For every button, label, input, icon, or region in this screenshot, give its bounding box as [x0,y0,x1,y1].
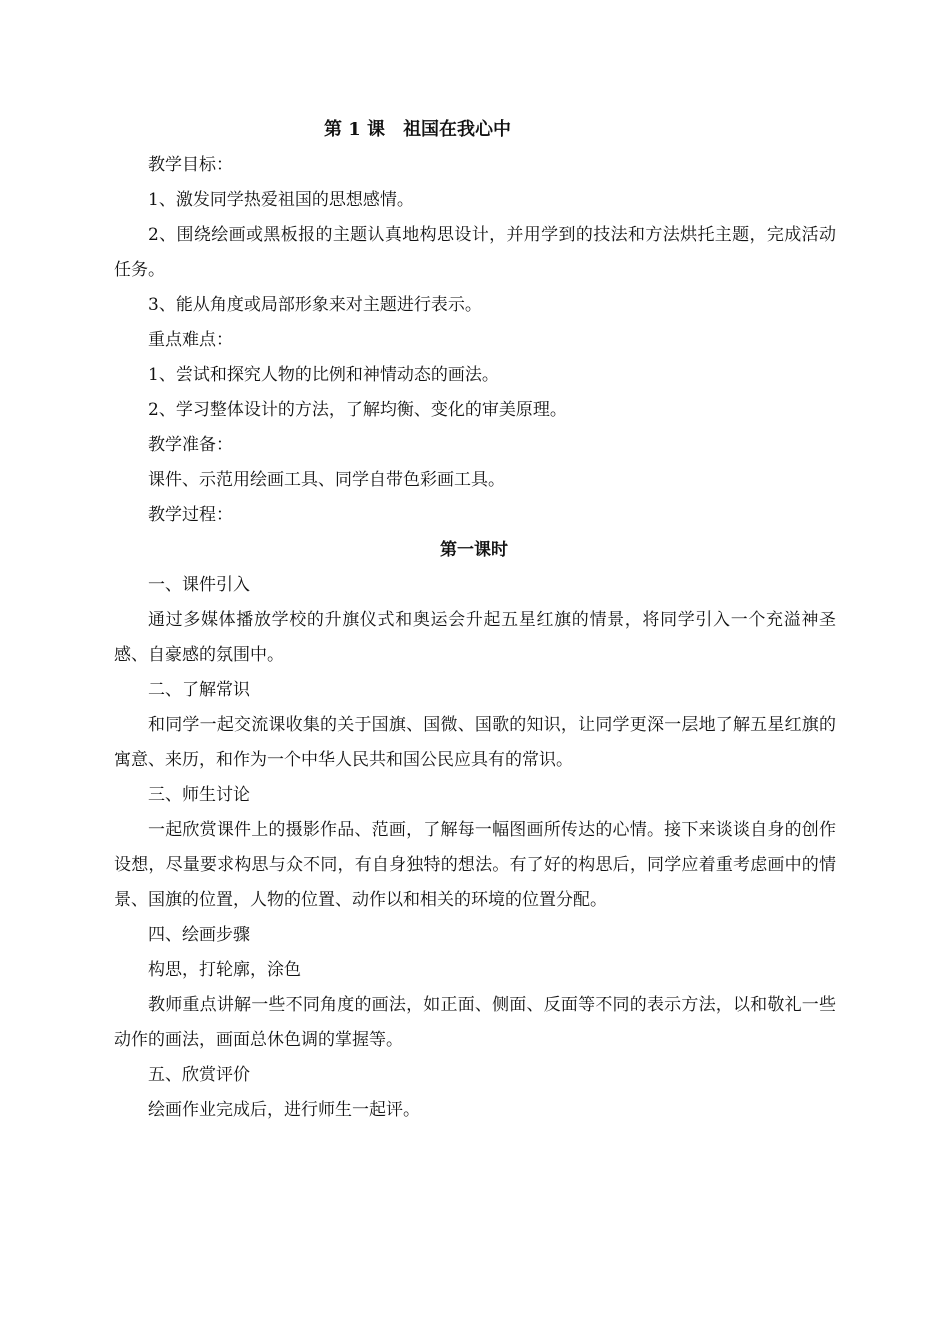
step-heading: 一、课件引入 [148,575,250,595]
key-point-item: 1、尝试和探究人物的比例和神情动态的画法。 [148,365,499,385]
preparation-text: 课件、示范用绘画工具、同学自带色彩画工具。 [148,470,505,490]
lesson-number: 第 1 课 [324,119,386,140]
section-heading-preparation: 教学准备： [148,435,233,455]
step-text: 一起欣赏课件上的摄影作品、范画，了解每一幅图画所传达的心情。接下来谈谈自身的创作设想，尽量要求构思与众不同，有自身独特的想法。有了好的构思后，同学应着重考虑画中的情景、国旗的位置，人物的位置、动作以和相关的环境的位置分配。 [114,820,836,910]
section-heading-process: 教学过程： [148,505,233,525]
lesson-title [114,112,836,148]
step-text: 绘画作业完成后，进行师生一起评。 [148,1100,420,1120]
section-heading-objectives: 教学目标： [148,155,233,175]
step-text: 构思，打轮廓，涂色 [148,960,301,980]
key-point-item: 2、学习整体设计的方法，了解均衡、变化的审美原理。 [148,400,567,420]
step-heading: 二、了解常识 [148,680,250,700]
step-text: 教师重点讲解一些不同角度的画法，如正面、侧面、反面等不同的表示方法，以和敬礼一些动作的画法，画面总休色调的掌握等。 [114,995,836,1050]
period-subtitle: 第一课时 [440,540,508,560]
objective-item: 2、围绕绘画或黑板报的主题认真地构思设计，并用学到的技法和方法烘托主题，完成活动任务。 [114,225,836,280]
section-heading-key-points: 重点难点： [148,330,233,350]
step-text: 通过多媒体播放学校的升旗仪式和奥运会升起五星红旗的情景，将同学引入一个充溢神圣感、自豪感的氛围中。 [114,610,836,665]
step-heading: 三、师生讨论 [148,785,250,805]
objective-item: 1、激发同学热爱祖国的思想感情。 [148,190,414,210]
lesson-name: 祖国在我心中 [403,119,512,140]
step-heading: 四、绘画步骤 [148,925,250,945]
step-text: 和同学一起交流课收集的关于国旗、国微、国歌的知识，让同学更深一层地了解五星红旗的寓意、来历，和作为一个中华人民共和国公民应具有的常识。 [114,715,836,770]
document-page [114,112,836,1128]
objective-item: 3、能从角度或局部形象来对主题进行表示。 [148,295,482,315]
step-heading: 五、欣赏评价 [148,1065,250,1085]
